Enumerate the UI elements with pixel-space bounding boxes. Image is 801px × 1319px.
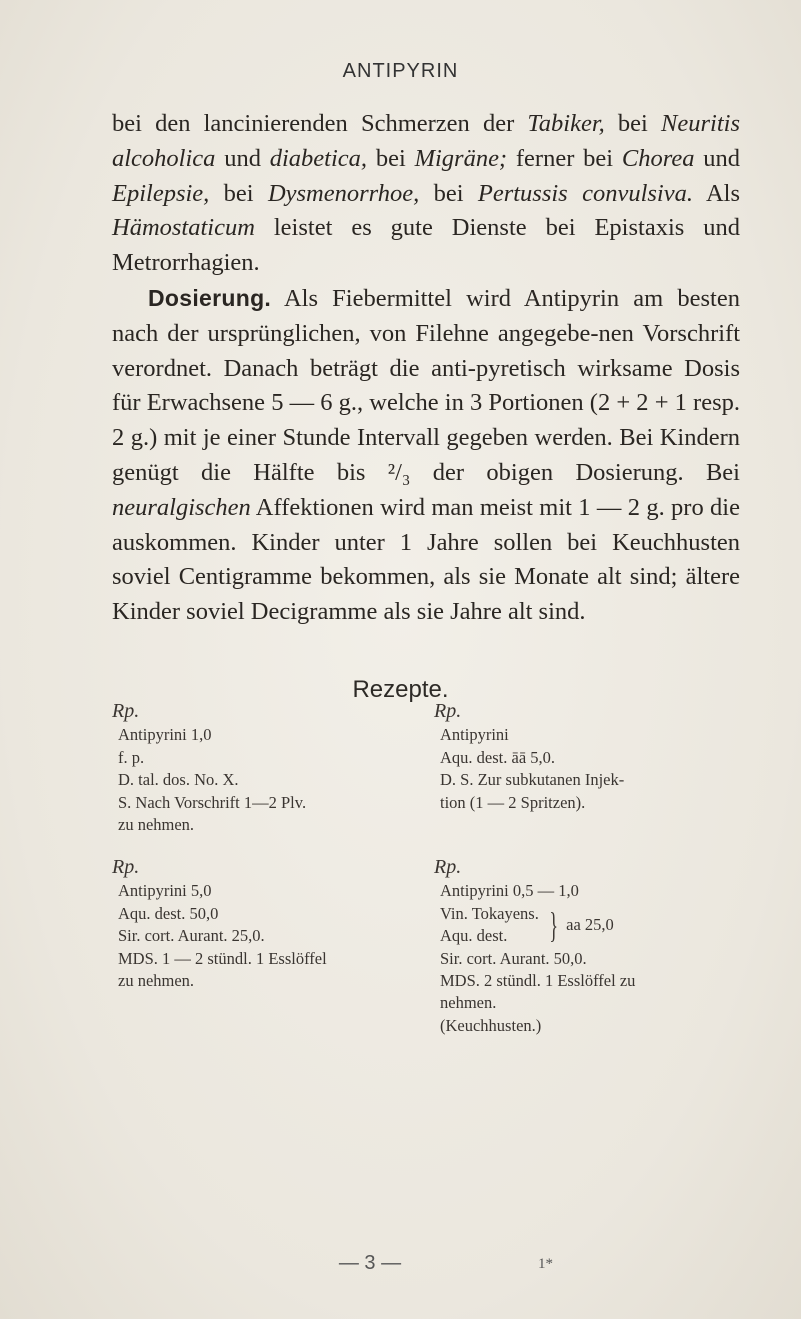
recipe-line: MDS. 2 stündl. 1 Esslöffel zu — [440, 971, 636, 991]
text-span: Als Fiebermittel wird Antipyrin am besten nach der ursprünglichen, von Filehne angegebe-nen Vorschrift verordnet. Danach beträgt die anti-pyretisch wirksame Dosis für Erwachsene 5 — 6 g., welche in 3 Portionen (2 + 2 + 1 resp. 2 g.) mit je einer Stunde Intervall gegeben werden. Bei Kindern genügt die Hälfte bis — [112, 284, 740, 486]
paragraph-dosierung — [112, 281, 740, 630]
text-span: bei — [419, 179, 478, 207]
text-span: bei — [209, 179, 268, 207]
text-span: Affektionen wird man meist mit 1 — 2 g. pro die auskommen. Kinder unter 1 Jahre sollen bei Keuchhusten soviel Centigramme bekommen, als sie Monate alt sind; ältere Kinder soviel Decigramme als sie Jahre alt sind. — [112, 493, 740, 626]
italic-term: Dysmenorrhoe, — [267, 179, 420, 207]
italic-term: Neuritis alcoholica — [112, 110, 740, 172]
recipe-line: Vin. Tokayens. — [440, 903, 539, 923]
text-span: ferner bei — [507, 144, 622, 172]
italic-term: Migräne; — [414, 144, 508, 172]
italic-term: Hämostaticum — [112, 214, 255, 242]
rp-label: Rp. — [112, 856, 140, 878]
recipe-line: Antipyrini — [440, 725, 509, 745]
recipe-line: f. p. — [118, 747, 145, 767]
body-text — [112, 107, 740, 630]
recipe-2 — [434, 700, 625, 814]
text-span: und — [694, 144, 741, 172]
running-header: ANTIPYRIN — [342, 60, 459, 82]
section-heading: Dosierung. — [148, 284, 272, 311]
curly-brace-icon: } — [549, 905, 558, 946]
recipe-line: Aqu. dest. — [440, 926, 508, 946]
italic-term: diabetica, — [269, 144, 368, 172]
recipe-line: Aqu. dest. 50,0 — [118, 903, 219, 923]
recipe-line: Antipyrini 1,0 — [118, 725, 212, 745]
rp-label: Rp. — [112, 700, 140, 722]
recipe-line: Sir. cort. Aurant. 50,0. — [440, 948, 587, 968]
rp-label: Rp. — [434, 700, 462, 722]
italic-term: Epilepsie, — [112, 179, 210, 207]
text-span: bei den lancinierenden Schmerzen der — [112, 110, 528, 137]
text-span: leistet es gute Dienste bei Epistaxis und Metrorrhagien. — [112, 214, 740, 277]
text-span: Als — [692, 179, 741, 207]
text-span: bei — [604, 110, 662, 137]
recipe-1 — [112, 700, 307, 836]
recipe-4 — [434, 856, 636, 1037]
recipe-line: Sir. cort. Aurant. 25,0. — [118, 926, 265, 946]
recipe-line: S. Nach Vorschrift 1—2 Plv. — [118, 792, 307, 812]
text-span: bei — [367, 144, 415, 172]
recipe-3 — [112, 856, 327, 992]
recipe-line: zu nehmen. — [118, 815, 195, 835]
recipe-line: Antipyrini 0,5 — 1,0 — [440, 881, 579, 901]
recipe-line: MDS. 1 — 2 stündl. 1 Esslöffel — [118, 948, 327, 968]
recipe-line: zu nehmen. — [118, 971, 195, 991]
recipe-line: Antipyrini 5,0 — [118, 881, 212, 901]
brace-group — [440, 903, 635, 948]
brace-value: aa 25,0 — [566, 915, 614, 935]
recipe-line: (Keuchhusten.) — [440, 1015, 542, 1035]
italic-term: neuralgischen — [112, 493, 251, 521]
paragraph-indications — [112, 107, 740, 281]
italic-term: Pertussis convulsiva. — [477, 179, 693, 207]
recipe-line: D. S. Zur subkutanen Injek- — [440, 770, 625, 790]
recipe-line: D. tal. dos. No. X. — [118, 770, 239, 790]
recipe-line: tion (1 — 2 Spritzen). — [440, 792, 586, 812]
text-span: und — [215, 144, 270, 172]
recipes-title: Rezepte. — [352, 676, 449, 703]
signature-mark: 1* — [538, 1256, 553, 1272]
recipe-line: nehmen. — [440, 993, 497, 1013]
text-span: der obigen Dosierung. Bei — [410, 458, 740, 486]
rp-label: Rp. — [434, 856, 462, 878]
fraction: ²/₃ — [387, 458, 411, 486]
brace-items — [440, 903, 539, 948]
italic-term: Tabiker, — [527, 110, 605, 137]
italic-term: Chorea — [621, 144, 695, 172]
recipe-line: Aqu. dest. āā 5,0. — [440, 747, 556, 767]
page-number: — 3 — — [338, 1252, 402, 1274]
